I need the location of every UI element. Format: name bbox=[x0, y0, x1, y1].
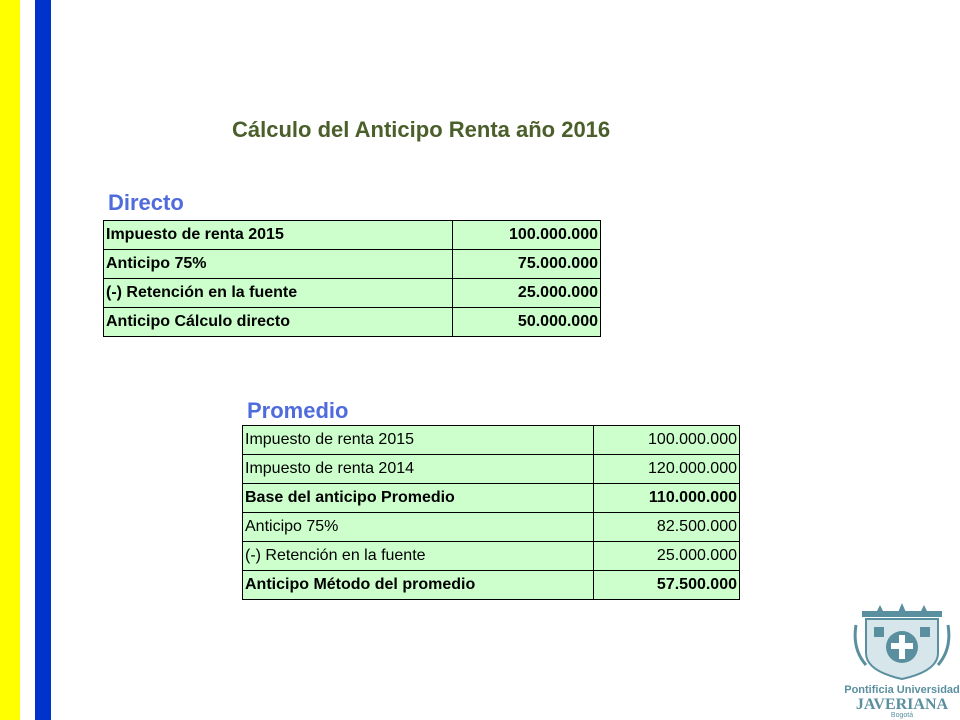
row-label: (-) Retención en la fuente bbox=[243, 542, 594, 571]
row-value: 75.000.000 bbox=[453, 250, 601, 279]
row-label: Impuesto de renta 2015 bbox=[243, 426, 594, 455]
table-row bbox=[243, 455, 740, 484]
page-title: Cálculo del Anticipo Renta año 2016 bbox=[232, 117, 611, 142]
directo-table bbox=[103, 220, 601, 337]
left-blue-stripe bbox=[35, 0, 51, 720]
row-value: 25.000.000 bbox=[594, 542, 740, 571]
table-row bbox=[243, 426, 740, 455]
table-row bbox=[104, 221, 601, 250]
row-label: Anticipo 75% bbox=[104, 250, 453, 279]
table-row bbox=[243, 513, 740, 542]
left-yellow-stripe bbox=[0, 0, 20, 720]
promedio-table bbox=[242, 425, 740, 600]
table-row bbox=[104, 279, 601, 308]
row-label: Anticipo Método del promedio bbox=[243, 571, 594, 600]
logo-line-1: Pontificia Universidad bbox=[844, 684, 960, 696]
directo-section-label: Directo bbox=[108, 190, 184, 215]
row-value: 25.000.000 bbox=[453, 279, 601, 308]
promedio-section-label: Promedio bbox=[247, 398, 349, 423]
university-crest-icon bbox=[855, 603, 949, 679]
row-label: (-) Retención en la fuente bbox=[104, 279, 453, 308]
table-row bbox=[104, 308, 601, 337]
row-value: 110.000.000 bbox=[594, 484, 740, 513]
table-row bbox=[243, 571, 740, 600]
logo-line-3: Bogotá bbox=[890, 712, 914, 719]
row-label: Impuesto de renta 2014 bbox=[243, 455, 594, 484]
javeriana-logo bbox=[844, 605, 960, 719]
row-value: 82.500.000 bbox=[594, 513, 740, 542]
row-value: 100.000.000 bbox=[594, 426, 740, 455]
row-value: 100.000.000 bbox=[453, 221, 601, 250]
row-label: Anticipo 75% bbox=[243, 513, 594, 542]
row-value: 120.000.000 bbox=[594, 455, 740, 484]
row-value: 50.000.000 bbox=[453, 308, 601, 337]
row-label: Base del anticipo Promedio bbox=[243, 484, 594, 513]
row-value: 57.500.000 bbox=[594, 571, 740, 600]
table-row bbox=[243, 542, 740, 571]
row-label: Anticipo Cálculo directo bbox=[104, 308, 453, 337]
table-row bbox=[104, 250, 601, 279]
table-row bbox=[243, 484, 740, 513]
logo-line-2: JAVERIANA bbox=[855, 696, 949, 713]
row-label: Impuesto de renta 2015 bbox=[104, 221, 453, 250]
